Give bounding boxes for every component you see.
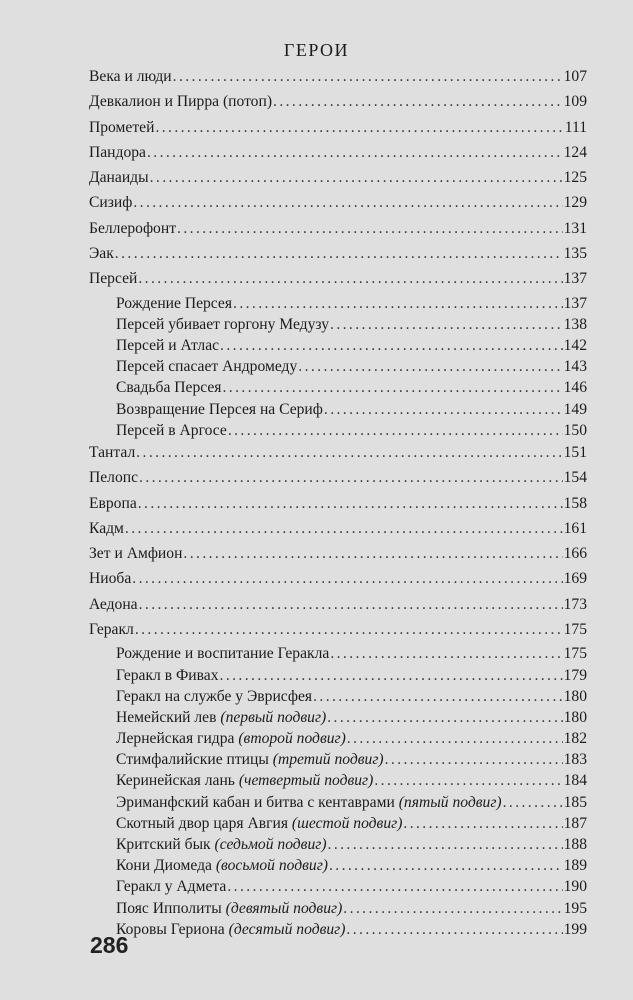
toc-entry: [89, 421, 587, 442]
toc-entry-title-text: Данаиды: [89, 169, 149, 187]
toc-entry-title: [89, 67, 172, 87]
dot-leader: [330, 644, 562, 664]
dot-leader: [374, 771, 562, 791]
toc-entry-title-text: Лернейская гидра: [116, 730, 235, 748]
dot-leader: [220, 336, 563, 356]
toc-entry-title-text: Аедона: [89, 595, 138, 613]
toc-entry-note: (первый подвиг): [220, 708, 327, 726]
dot-leader: [324, 400, 563, 420]
toc-entry-title-text: Эриманфский кабан и битва с кентаврами: [116, 793, 395, 811]
toc-entry-title-text: Зет и Амфион: [89, 545, 183, 563]
toc-entry-title-text: Персей убивает горгону Медузу: [116, 315, 330, 333]
toc-entry-page: 151: [563, 443, 587, 461]
toc-entry-note: (девятый подвиг): [225, 899, 343, 917]
toc-entry-title: [116, 729, 346, 749]
toc-entry: [89, 117, 587, 142]
dot-leader: [155, 118, 563, 138]
toc-entry-title: [116, 835, 327, 855]
toc-entry: [89, 543, 587, 568]
dot-leader: [177, 219, 563, 239]
toc-entry-page: 142: [563, 337, 587, 355]
toc-entry-note: (седьмой подвиг): [214, 836, 327, 854]
toc-entry: [89, 856, 587, 877]
toc-entry-title: [89, 443, 135, 463]
toc-entry-page: 199: [563, 920, 587, 938]
toc-entry-page: 189: [563, 857, 587, 875]
toc-entry: [89, 336, 587, 357]
dot-leader: [132, 569, 562, 589]
toc-entry: [89, 493, 587, 518]
toc-entry-title: [116, 771, 373, 791]
toc-entry-title-text: Геракл на службе у Эврисфея: [116, 687, 313, 705]
toc-entry-page: 149: [563, 400, 587, 418]
toc-entry-page: 161: [563, 519, 587, 537]
toc-entry-page: 187: [563, 814, 587, 832]
toc-entry-page: 188: [563, 836, 587, 854]
toc-entry-title-text: Свадьба Персея: [116, 379, 222, 397]
dot-leader: [133, 193, 562, 213]
toc-entry-title-text: Критский бык: [116, 836, 211, 854]
toc-entry: [89, 793, 587, 814]
dot-leader: [328, 835, 563, 855]
toc-entry-page: 125: [563, 169, 587, 187]
toc-entry-note: (второй подвиг): [238, 730, 346, 748]
toc-entry-title: [116, 421, 227, 441]
toc-entry-page: 124: [563, 143, 587, 161]
dot-leader: [233, 294, 563, 314]
toc-entry-title: [116, 644, 329, 664]
toc-entry-title-text: Рождение Персея: [116, 294, 233, 312]
dot-leader: [227, 877, 562, 897]
toc-entry-page: 185: [563, 793, 587, 811]
dot-leader: [273, 92, 563, 112]
dot-leader: [327, 708, 562, 728]
toc-entry-title-text: Эак: [89, 245, 114, 263]
toc-entry-title-text: Пелопс: [89, 469, 139, 487]
dot-leader: [343, 899, 562, 919]
dot-leader: [173, 67, 563, 87]
toc-entry-page: 184: [563, 772, 587, 790]
toc-entry-page: 131: [563, 219, 587, 237]
toc-entry-page: 111: [564, 118, 587, 136]
toc-entry-title: [89, 219, 176, 239]
dot-leader: [385, 750, 563, 770]
toc-entry-title-text: Керинейская лань: [116, 772, 235, 790]
toc-entry-note: (пятый подвиг): [398, 793, 502, 811]
toc-entry: [89, 666, 587, 687]
toc-entry-title: [116, 708, 326, 728]
dot-leader: [139, 468, 563, 488]
dot-leader: [298, 357, 562, 377]
toc-entry: [89, 66, 587, 91]
toc-entry-page: 166: [563, 545, 587, 563]
toc-entry-page: 169: [563, 570, 587, 588]
toc-entry-title-text: Пояс Ипполиты: [116, 899, 222, 917]
toc-entry-title: [116, 336, 219, 356]
toc-entry-title: [89, 168, 149, 188]
toc-entry-title: [89, 595, 138, 615]
toc-entry-note: (третий подвиг): [272, 751, 384, 769]
toc-entry: [89, 243, 587, 268]
toc-entry-page: 137: [563, 270, 587, 288]
toc-entry-title-text: Кони Диомеда: [116, 857, 212, 875]
toc-entry: [89, 729, 587, 750]
toc-entry-title: [116, 793, 502, 813]
toc-entry-title: [89, 118, 154, 138]
toc-entry-note: (четвертый подвиг): [238, 772, 374, 790]
toc-entry-page: 180: [563, 687, 587, 705]
toc-entry: [89, 708, 587, 729]
table-of-contents: [89, 66, 587, 941]
toc-entry-page: 180: [563, 708, 587, 726]
toc-entry-title: [116, 378, 221, 398]
dot-leader: [150, 168, 563, 188]
toc-entry-title: [116, 357, 297, 377]
dot-leader: [115, 244, 563, 264]
toc-entry-title-text: Немейский лев: [116, 708, 217, 726]
toc-entry-title: [89, 544, 182, 564]
dot-leader: [125, 519, 563, 539]
toc-entry-title: [116, 666, 219, 686]
toc-entry-note: (шестой подвиг): [291, 814, 403, 832]
toc-entry-title-text: Ниоба: [89, 570, 132, 588]
toc-entry-title-text: Персей спасает Андромеду: [116, 358, 298, 376]
dot-leader: [403, 814, 562, 834]
toc-entry-note: (десятый подвиг): [228, 920, 346, 938]
dot-leader: [138, 269, 562, 289]
toc-entry-page: 183: [563, 751, 587, 769]
toc-entry-page: 150: [563, 421, 587, 439]
toc-entry-page: 107: [563, 68, 587, 85]
dot-leader: [329, 856, 563, 876]
dot-leader: [135, 620, 563, 640]
toc-entry-page: 109: [563, 93, 587, 111]
toc-entry-page: 175: [563, 645, 587, 663]
toc-entry-title: [89, 620, 134, 640]
toc-entry-title-text: Персей в Аргосе: [116, 421, 227, 439]
toc-entry: [89, 378, 587, 399]
toc-entry: [89, 594, 587, 619]
toc-entry: [89, 268, 587, 293]
toc-entry-title: [116, 400, 323, 420]
dot-leader: [139, 595, 563, 615]
toc-entry-title: [89, 494, 137, 514]
toc-entry: [89, 619, 587, 644]
toc-entry-page: 154: [563, 469, 587, 487]
toc-entry-title-text: Века и люди: [89, 68, 172, 85]
toc-entry-title-text: Пандора: [89, 143, 146, 161]
toc-entry-title: [89, 468, 138, 488]
toc-entry-title-text: Кадм: [89, 519, 124, 537]
toc-entry-title: [89, 269, 137, 289]
dot-leader: [347, 729, 563, 749]
toc-entry-title-text: Персей и Атлас: [116, 337, 220, 355]
toc-entry: [89, 771, 587, 792]
toc-entry-title: [116, 750, 384, 770]
dot-leader: [313, 687, 563, 707]
toc-entry-title: [89, 92, 272, 112]
toc-entry-title-text: Геракл у Адмета: [116, 878, 227, 896]
toc-entry-title: [89, 519, 124, 539]
toc-entry-title: [89, 193, 132, 213]
toc-entry-title: [116, 877, 226, 897]
section-title: ГЕРОИ: [283, 40, 350, 60]
toc-entry-title: [116, 687, 312, 707]
toc-entry-page: 137: [563, 294, 587, 312]
toc-entry-title-text: Возвращение Персея на Сериф: [116, 400, 323, 418]
toc-entry: [89, 687, 587, 708]
toc-entry-title-text: Персей: [89, 270, 138, 288]
toc-entry-title: [116, 315, 329, 335]
toc-entry-title: [116, 814, 402, 834]
toc-entry-title-text: Тантал: [89, 443, 136, 461]
toc-entry: [89, 442, 587, 467]
toc-entry-title: [89, 143, 146, 163]
toc-entry: [89, 294, 587, 315]
dot-leader: [228, 421, 563, 441]
toc-entry-page: 143: [563, 358, 587, 376]
dot-leader: [222, 378, 562, 398]
toc-entry-title-text: Сизиф: [89, 194, 133, 212]
toc-entry: [89, 192, 587, 217]
toc-entry: [89, 835, 587, 856]
dot-leader: [138, 494, 563, 514]
toc-entry-title-text: Беллерофонт: [89, 219, 177, 237]
toc-entry-title-text: Европа: [89, 494, 137, 512]
toc-entry: [89, 814, 587, 835]
toc-entry-page: 146: [563, 379, 587, 397]
toc-entry: [89, 920, 587, 941]
toc-entry-title: [89, 244, 114, 264]
toc-entry-title-text: Девкалион и Пирра (потоп): [89, 93, 273, 111]
toc-entry: [89, 750, 587, 771]
toc-entry-title-text: Скотный двор царя Авгия: [116, 814, 289, 832]
toc-entry: [89, 467, 587, 492]
toc-entry: [89, 644, 587, 665]
toc-entry-page: 182: [563, 730, 587, 748]
toc-entry-page: 195: [563, 899, 587, 917]
toc-entry-page: 135: [563, 245, 587, 263]
toc-entry-title-text: Прометей: [89, 118, 155, 136]
toc-entry-page: 129: [563, 194, 587, 212]
toc-entry-title-text: Рождение и воспитание Геракла: [116, 645, 330, 663]
dot-leader: [346, 920, 562, 940]
toc-entry-page: 138: [563, 315, 587, 333]
toc-entry-page: 175: [563, 621, 587, 639]
page-number: 286: [90, 932, 129, 958]
toc-entry: [89, 91, 587, 116]
toc-entry-page: 158: [563, 494, 587, 512]
toc-entry-title: [116, 294, 232, 314]
toc-entry: [89, 142, 587, 167]
toc-entry: [89, 518, 587, 543]
dot-leader: [330, 315, 563, 335]
toc-entry: [89, 400, 587, 421]
toc-entry-title-text: Стимфалийские птицы: [116, 751, 269, 769]
toc-entry-title-text: Коровы Гериона: [116, 920, 225, 938]
toc-entry-title: [116, 920, 345, 940]
toc-entry-title-text: Геракл в Фивах: [116, 666, 219, 684]
toc-entry-page: 179: [563, 666, 587, 684]
toc-entry-page: 190: [563, 878, 587, 896]
toc-entry: [89, 218, 587, 243]
dot-leader: [136, 443, 562, 463]
toc-entry: [89, 877, 587, 898]
toc-entry-title: [116, 856, 328, 876]
dot-leader: [183, 544, 562, 564]
dot-leader: [220, 666, 563, 686]
toc-entry-note: (восьмой подвиг): [215, 857, 328, 875]
toc-entry-title-text: Геракл: [89, 621, 134, 639]
toc-entry: [89, 899, 587, 920]
toc-entry-title: [116, 899, 342, 919]
toc-entry: [89, 167, 587, 192]
dot-leader: [503, 793, 563, 813]
toc-entry-page: 173: [563, 595, 587, 613]
dot-leader: [147, 143, 563, 163]
toc-entry: [89, 568, 587, 593]
toc-entry-title: [89, 569, 131, 589]
toc-entry: [89, 357, 587, 378]
toc-entry: [89, 315, 587, 336]
